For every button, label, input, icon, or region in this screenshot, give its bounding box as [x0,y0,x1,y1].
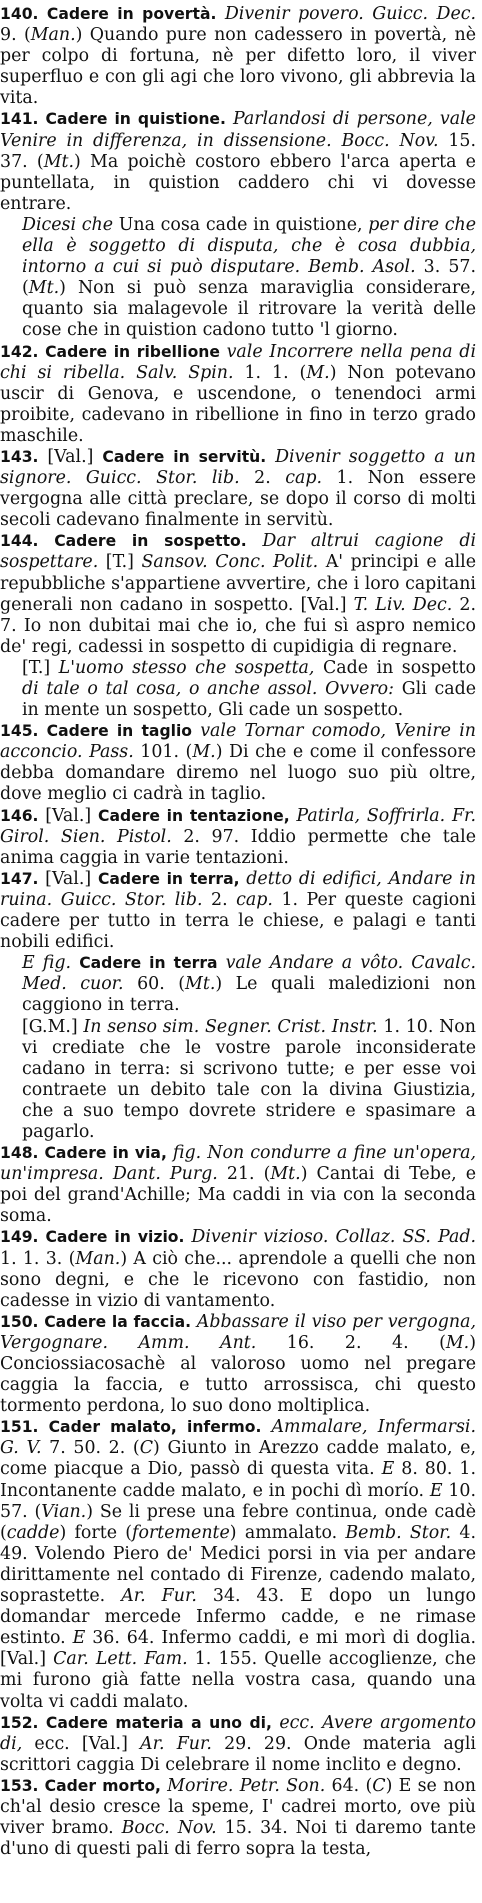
entry-text: ) Non si può senza maraviglia considerare, quanto sia malagevole il ritrovare la verità delle cose che in quistion cadono tutto 'l giorno. [22,278,476,341]
entry-headword: Cader morto, [44,1776,168,1795]
dictionary-entry [0,4,476,109]
entry-text: 21. ( [226,1164,271,1185]
entry-text: ) E se non ch'al desio cresce la speme, I' cadrei morto, ove più viver bramo. [0,1775,476,1839]
entry-headword: Cadere la faccia. [44,1312,197,1331]
entry-italic-text: vale Andare a vôto. Cavalc. Med. cuor. [22,953,476,995]
entry-text: 10. 57. ( [0,1480,476,1522]
entry-text: [Val.] [47,446,103,467]
dictionary-subentry [0,953,476,1016]
entry-headword: Cadere in quistione. [45,110,233,129]
entry-italic-text: fortemente [132,1522,230,1543]
entry-italic-text: Parlandosi di persone, vale Venire in differenza, in dissensione. Bocc. Nov. [0,109,476,151]
entry-italic-text: vale Incorrere nella pena di chi si ribella. Salv. Spin. [0,341,476,383]
entry-italic-text: cadde [6,1522,60,1543]
dictionary-entry [0,806,476,869]
entry-italic-text: detto di edifici, Andare in ruina. Guicc. Stor. lib. [0,868,476,910]
entry-headword: Cadere in via, [44,1144,173,1163]
entry-italic-text: Morire. Petr. Son. [167,1775,332,1796]
entry-headword: Cadere in terra, [97,869,247,888]
entry-text: 2. 97. Iddio permette che tale anima caggia in varie tentazioni. [0,826,476,868]
entry-number: 142. [0,342,46,361]
entry-text: ) Non potevano uscir di Genova, e uscendone, o tenendoci armi proibite, cadevano in ribellione in fino in terzo grado maschile. [0,362,476,446]
entry-text: 64. ( [331,1775,373,1796]
entry-text: ) A ciò che... aprendole a quelli che non sono degni, e che le ricevono con fastidio, non cadesse in vizio di vantamento. [0,1248,476,1311]
entry-italic-text: cap. [236,889,282,910]
entry-text: ) Le quali maledizioni non caggiono in terra. [22,974,477,1016]
dictionary-subentry [0,1017,476,1144]
entry-italic-text: Bemb. Stor. [345,1522,460,1543]
entry-text: [T.] [22,657,59,678]
entry-text: Gli cade in mente un sospetto, Gli cade un sospetto. [22,679,477,721]
entry-number: 152. [0,1713,46,1732]
entry-headword: Cadere in povertà. [46,5,225,23]
entry-text: 16. 2. 4. ( [286,1332,446,1353]
entry-text: ) Cantai di Tebe, e poi del grand'Achille; Ma caddi in via con la seconda soma. [0,1164,476,1227]
entry-number: 144. [0,532,55,551]
entry-italic-text: E [381,1459,402,1480]
entry-number: 146. [0,806,46,825]
entry-number: 140. [0,5,47,23]
entry-text: 34. 43. E dopo un lungo domandar mercede Infermo cadde, e ne rimase estinto. [0,1586,476,1649]
dictionary-entry [0,1312,476,1417]
entry-text: 4. 49. Volendo Piero de' Medici porsi in via per andare dirittamente nel contado di Firenze, cadendo malato, soprastette. [0,1522,476,1607]
entry-headword: Cadere in vizio. [45,1228,192,1247]
entry-text: 9. ( [0,25,31,46]
entry-italic-text: Car. Lett. Fam. [53,1649,195,1670]
entry-text: 15. 34. Noi ti daremo tante d'uno di questi pali di ferro sopra la testa, [0,1818,476,1860]
entry-number: 141. [0,110,46,129]
entry-text: 1. Per queste cagioni cadere per tutto in terra le chiese, e palagi e tanti nobili edifici. [0,889,476,953]
entry-italic-text: C [372,1775,386,1796]
entry-italic-text: C [139,1438,154,1459]
entry-headword: Cader malato, infermo. [48,1418,272,1437]
entry-italic-text: Mt. [28,278,60,299]
entry-italic-text: Ar. Fur. [140,1733,225,1754]
entry-italic-text: In senso sim. Segner. Crist. Instr. [83,1016,384,1037]
entry-italic-text: Dar altrui cagione di sospettare. [0,531,477,573]
entry-italic-text: M. [306,362,330,383]
entry-text: 1. 155. Quelle accoglienze, che mi furono già fatte nella vostra casa, quando una volta vi caddi malato. [0,1649,476,1712]
entry-italic-text: Patirla, Soffrirla. Fr. Girol. Sien. Pistol. [0,805,476,847]
entry-text: ) forte ( [59,1522,133,1543]
entry-headword: Cadere in servitù. [102,447,276,466]
entry-text: [Val.] [45,805,98,826]
entry-italic-text: E fig. [22,953,80,974]
dictionary-entry [0,1143,476,1227]
entry-text: 2. [211,889,237,910]
dictionary-entry [0,447,476,531]
entry-text: 1. 1. 3. ( [0,1248,76,1269]
entry-italic-text: M. [445,1332,470,1353]
entry-number: 150. [0,1312,45,1331]
entry-italic-text: Vian. [41,1501,87,1522]
entry-italic-text: per dire che ella è soggetto di disputa, che è cosa dubbia, intorno a cui si può disputare. Bemb. Asol. [22,214,476,278]
dictionary-entry [0,1227,476,1311]
entry-italic-text: Divenir povero. Guicc. Dec. [224,4,476,24]
entry-text: 36. 64. Infermo caddi, e mi morì di doglia. [Val.] [0,1628,477,1670]
entry-headword: Cadere materia a uno di, [45,1713,280,1732]
entry-text: ) Ma poichè costoro ebbero l'arca aperta e puntellata, in quistion caddero chi vi dovesse entrare. [0,151,476,214]
dictionary-entry [0,342,476,447]
entry-italic-text: L'uomo stesso che sospetta, [58,657,323,678]
entry-text: ecc. [Val.] [34,1733,141,1754]
entry-italic-text: Mt. [43,151,75,172]
entry-text: 3. 57. ( [22,257,476,299]
entry-italic-text: M. [192,742,216,763]
entry-text: [Val.] [45,868,98,889]
entry-headword: Cadere in terra [79,954,226,973]
entry-italic-text: fig. Non condurre a fine un'opera, un'impresa. Dant. Purg. [0,1143,476,1185]
entry-text: Cade in sospetto [322,657,476,678]
entry-italic-text: Dicesi che [22,214,119,235]
dictionary-entry [0,1713,476,1776]
entry-number: 148. [0,1144,45,1163]
entry-italic-text: Mt. [185,974,216,995]
entry-headword: Cadere in sospetto. [54,532,263,551]
entry-text: ) Giunto in Arezzo cadde malato, e, come piacque a Dio, passò di questa vita. [0,1438,476,1480]
entry-number: 153. [0,1776,45,1795]
entry-number: 147. [0,869,46,888]
entry-headword: Cadere in taglio [46,722,201,741]
entry-text: A' principi e alle repubbliche s'appartiene avvertire, che i loro capitani generali non cadano in sospetto. [Val.] [0,552,477,615]
entry-italic-text: Mt. [270,1164,301,1185]
dictionary-entry [0,1776,476,1860]
entry-text: 101. ( [140,742,193,763]
entry-italic-text: Abbassare il viso per vergogna, Vergognare. Amm. Ant. [0,1311,476,1353]
entry-text: 8. 80. 1. Incontanente cadde malato, e in pochi dì morío. [0,1459,476,1501]
entry-text: 2. [254,468,286,489]
entry-italic-text: cap. [285,468,337,489]
entry-text: 1. 10. Non vi crediate che le vostre parole inconsiderate cadano in terra: si scrivono tutte; e per esse voi contraete un debito tale con la divina Giustizia, che a suo tempo dovrete stridere e spasimare a pagarlo. [22,1016,476,1142]
entry-italic-text: E [429,1480,449,1501]
dictionary-entry [0,869,476,953]
entry-text: 7. 50. 2. ( [49,1438,140,1459]
entry-italic-text: Man. [75,1248,121,1269]
entry-text: ) ammalato. [229,1522,346,1543]
dictionary-entry [0,531,476,658]
entry-text: 29. 29. Onde materia agli scrittori caggia Di celebrare il nome inclito e degno. [0,1733,476,1775]
entry-text: [G.M.] [22,1016,84,1037]
dictionary-entry [0,109,476,214]
dictionary-subentry [0,658,476,721]
entry-number: 149. [0,1228,46,1247]
entry-text: 15. 37. ( [0,130,476,172]
entry-headword: Cadere in tentazione, [98,806,297,825]
dictionary-entry [0,1417,476,1712]
entry-italic-text: ecc. Avere argomento di, [0,1712,477,1754]
entry-number: 143. [0,447,48,466]
entry-text: [T.] [105,552,142,573]
entry-text: 1. 1. ( [244,362,307,383]
entry-italic-text: Divenir vizioso. Collaz. SS. Pad. [191,1227,476,1248]
entry-text: ) Di che e come il confessore debba domandare diremo nel luogo suo più oltre, dove meglio ci cadrà in taglio. [0,742,476,805]
entry-italic-text: T. Liv. Dec. [353,594,460,615]
entry-text: ) Conciossiacosachè al valoroso uomo nel pregare caggia la faccia, e tutto arrossisca, chi questo tormento perdona, lo suo dono moltiplica. [0,1332,476,1417]
entry-italic-text: Ammalare, Infermarsi. G. V. [0,1417,476,1459]
entry-number: 151. [0,1418,49,1437]
entry-text: 60. ( [137,974,186,995]
dictionary-subentry [0,215,476,342]
entry-italic-text: di tale o tal cosa, o anche assol. Ovvero: [22,679,402,699]
entry-italic-text: vale Tornar comodo, Venire in acconcio. Pass. [0,721,476,763]
entry-text: 2. 7. Io non dubitai mai che io, che fui sì aspro nemico de' regi, cadessi in sospetto di cupidigia di regnare. [0,594,477,657]
entry-italic-text: Bocc. Nov. [121,1818,225,1839]
entry-text: Una cosa cade in quistione, [118,214,369,235]
dictionary-entry [0,721,476,805]
entry-text: 1. Non essere vergogna alle città preclare, se dopo il corso di molti secoli cadevano finalmente in servitù. [0,468,476,531]
entry-number: 145. [0,722,47,741]
entry-text: ) Quando pure non cadessero in povertà, nè per colpo di fortuna, nè per difetto loro, il viver superfluo e con gli agi che loro vivono, gli abbrevia la vita. [0,25,477,109]
entry-italic-text: Ar. Fur. [121,1586,213,1607]
entry-italic-text: Divenir soggetto a un signore. Guicc. Stor. lib. [0,446,476,489]
entry-italic-text: Sansov. Conc. Polit. [141,552,326,573]
entry-text: ) Se li prese una febre continua, onde cadè ( [0,1501,476,1543]
entry-italic-text: Man. [30,25,76,46]
entry-headword: Cadere in ribellione [45,342,227,361]
entry-italic-text: E [72,1628,93,1649]
